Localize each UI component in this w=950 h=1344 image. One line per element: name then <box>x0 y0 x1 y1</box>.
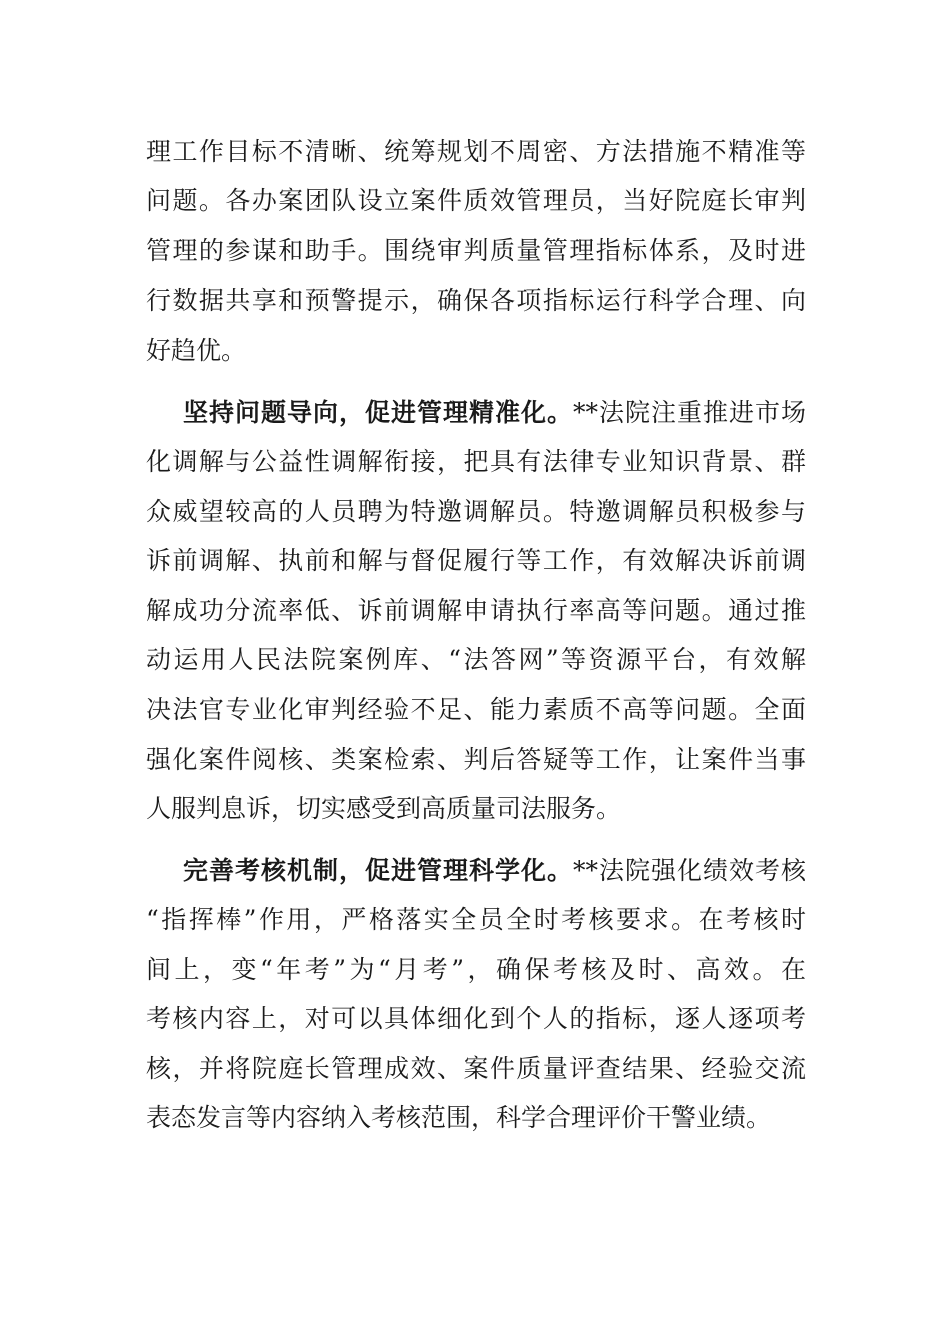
text-line: 问题。各办案团队设立案件质效管理员，当好院庭长审判 <box>146 186 806 215</box>
paragraph-text: **法院强化绩效考核 <box>572 856 806 885</box>
text-line: 强化案件阅核、类案检索、判后答疑等工作，让案件当事 <box>146 745 806 774</box>
text-line: 行数据共享和预警提示，确保各项指标运行科学合理、向 <box>146 286 806 315</box>
text-line: 决法官专业化审判经验不足、能力素质不高等问题。全面 <box>146 695 806 724</box>
text-line: 化调解与公益性调解衔接，把具有法律专业知识背景、群 <box>146 447 806 476</box>
paragraph-first-line <box>183 393 806 433</box>
text-line: 间上，变“年考”为“月考”，确保考核及时、高效。在 <box>146 955 806 984</box>
paragraph-heading: 完善考核机制，促进管理科学化。 <box>183 856 573 885</box>
text-line: 理工作目标不清晰、统筹规划不周密、方法措施不精准等 <box>146 137 806 166</box>
text-line: 考核内容上，对可以具体细化到个人的指标，逐人逐项考 <box>146 1004 806 1033</box>
text-line: 人服判息诉，切实感受到高质量司法服务。 <box>146 794 622 823</box>
text-line: 核，并将院庭长管理成效、案件质量评查结果、经验交流 <box>146 1054 806 1083</box>
text-line: “指挥棒”作用，严格落实全员全时考核要求。在考核时 <box>146 905 806 934</box>
text-line: 动运用人民法院案例库、“法答网”等资源平台，有效解 <box>146 645 806 674</box>
paragraph-text: **法院注重推进市场 <box>572 398 806 427</box>
text-line: 好趋优。 <box>146 336 247 365</box>
paragraph-heading: 坚持问题导向，促进管理精准化。 <box>183 398 573 427</box>
text-line: 众威望较高的人员聘为特邀调解员。特邀调解员积极参与 <box>146 497 806 526</box>
text-line: 表态发言等内容纳入考核范围，科学合理评价干警业绩。 <box>146 1103 772 1132</box>
text-line: 解成功分流率低、诉前调解申请执行率高等问题。通过推 <box>146 596 806 625</box>
paragraph-first-line <box>183 851 806 891</box>
text-line: 诉前调解、执前和解与督促履行等工作，有效解决诉前调 <box>146 546 806 575</box>
text-line: 管理的参谋和助手。围绕审判质量管理指标体系，及时进 <box>146 236 806 265</box>
